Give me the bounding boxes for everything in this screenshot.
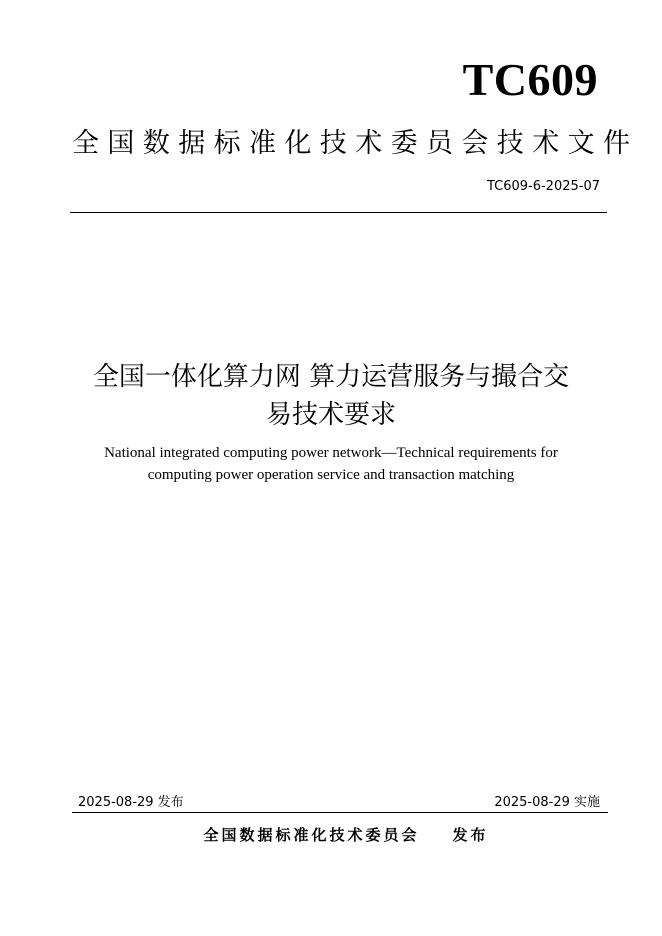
title-en-line-2: computing power operation service and transaction matching — [147, 467, 515, 483]
document-title-chinese — [40, 358, 622, 434]
committee-document-heading: 全国数据标准化技术委员会技术文件 — [72, 128, 639, 159]
title-cn-line-2: 易技术要求 — [265, 400, 396, 430]
issued-label: 发布 — [452, 826, 489, 844]
issuer-name: 全国数据标准化技术委员会 — [203, 826, 420, 844]
title-en-line-1: National integrated computing power network—Technical requirements for — [104, 445, 558, 461]
document-title-english — [60, 442, 602, 486]
implementation-date: 2025-08-29 实施 — [494, 795, 600, 810]
title-cn-line-1: 全国一体化算力网 算力运营服务与撮合交 — [92, 362, 570, 392]
document-number: TC609-6-2025-07 — [486, 179, 600, 194]
publish-date: 2025-08-29 发布 — [78, 795, 184, 810]
footer-divider — [72, 812, 608, 813]
document-code: TC609 — [462, 54, 598, 105]
header-divider — [70, 212, 607, 213]
issuing-organization — [0, 824, 662, 846]
